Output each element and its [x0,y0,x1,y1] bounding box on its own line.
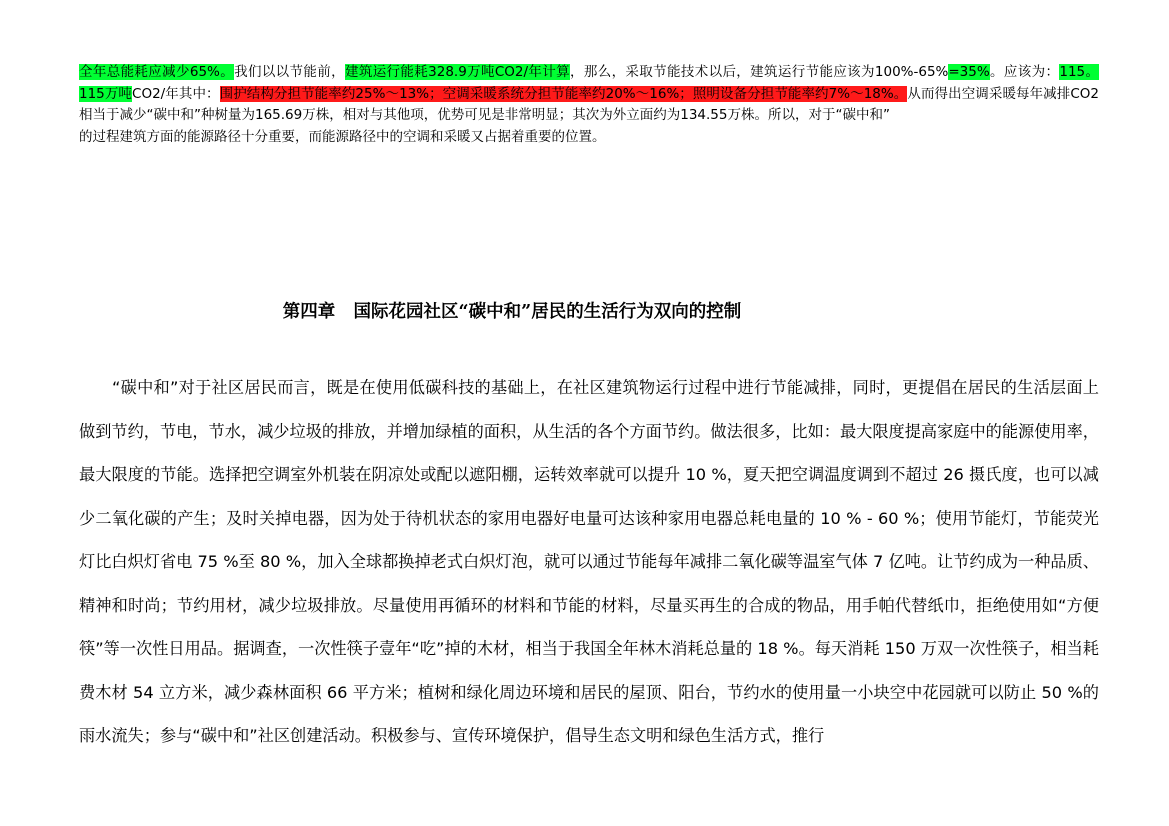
highlighted-text: 全年总能耗应减少65%。 [79,64,235,80]
highlighted-text: 115。115万吨 [79,64,1099,102]
highlighted-text-red: 围护结构分担节能率约25%～13%；空调采暖系统分担节能率约20%～16%；照明设备分担节能率约7%～18%。 [219,85,908,102]
chapter-title: 第四章 国际花园社区“碳中和”居民的生活行为双向的控制 [282,302,742,322]
paragraph-text: 我们以以节能前， [234,64,345,80]
paragraph-text: 。应该为： [989,64,1060,80]
highlighted-text: =35% [948,64,990,80]
paragraph-text: CO2/年其中： [132,85,220,102]
paragraph-text: 从而得出空调采暖每年减排CO2 相当于减少“碳中和”种树量为165.69万株，相对与其他项，优势可见是非常明显；其次为外立面约为134.55万株。所以，对于“碳中和” [79,85,1099,123]
intro-paragraph [79,62,1099,148]
paragraph-text: ，那么，采取节能技术以后，建筑运行节能应该为100%-65% [570,64,949,80]
highlighted-text: 建筑运行能耗328.9万吨CO2/年计算 [344,64,570,80]
body-paragraph: “碳中和”对于社区居民而言，既是在使用低碳科技的基础上，在社区建筑物运行过程中进行节能减排，同时，更提倡在居民的生活层面上做到节约，节电，节水，减少垃圾的排放，并增加绿植的面积，从生活的各个方面节约。做法很多，比如：最大限度提高家庭中的能源使用率，最大限度的节能。选择把空调室外机装在阴凉处或配以遮阳棚，运转效率就可以提升 10 %，夏天把空调温度调到不超过 26 摄氏度，也可以减少二氧化碳的产生；及时关掉电器，因为处于待机状态的家用电器好电量可达该种家用电器总耗电量的 10 % - 60 %；使用节能灯，节能荧光灯比白炽灯省电 75 %至 80 %，加入全球都换掉老式白炽灯泡，就可以通过节能每年减排二氧化碳等温室气体 7 亿吨。让节约成为一种品质、精神和时尚；节约用材，减少垃圾排放。尽量使用再循环的材料和节能的材料，尽量买再生的合成的物品，用手帕代替纸巾，拒绝使用如“方便筷”等一次性日用品。据调查，一次性筷子壹年“吃”掉的木材，相当于我国全年林木消耗总量的 18 %。每天消耗 150 万双一次性筷子，相当耗费木材 54 立方米，减少森林面积 66 平方米；植树和绿化周边环境和居民的屋顶、阳台，节约水的使用量一小块空中花园就可以防止 50 %的雨水流失；参与“碳中和”社区创建活动。积极参与、宣传环境保护，倡导生态文明和绿色生活方式，推行 [79,378,1099,745]
paragraph-text: 的过程建筑方面的能源路径十分重要，而能源路径中的空调和采暖又占据着重要的位置。 [79,128,606,145]
